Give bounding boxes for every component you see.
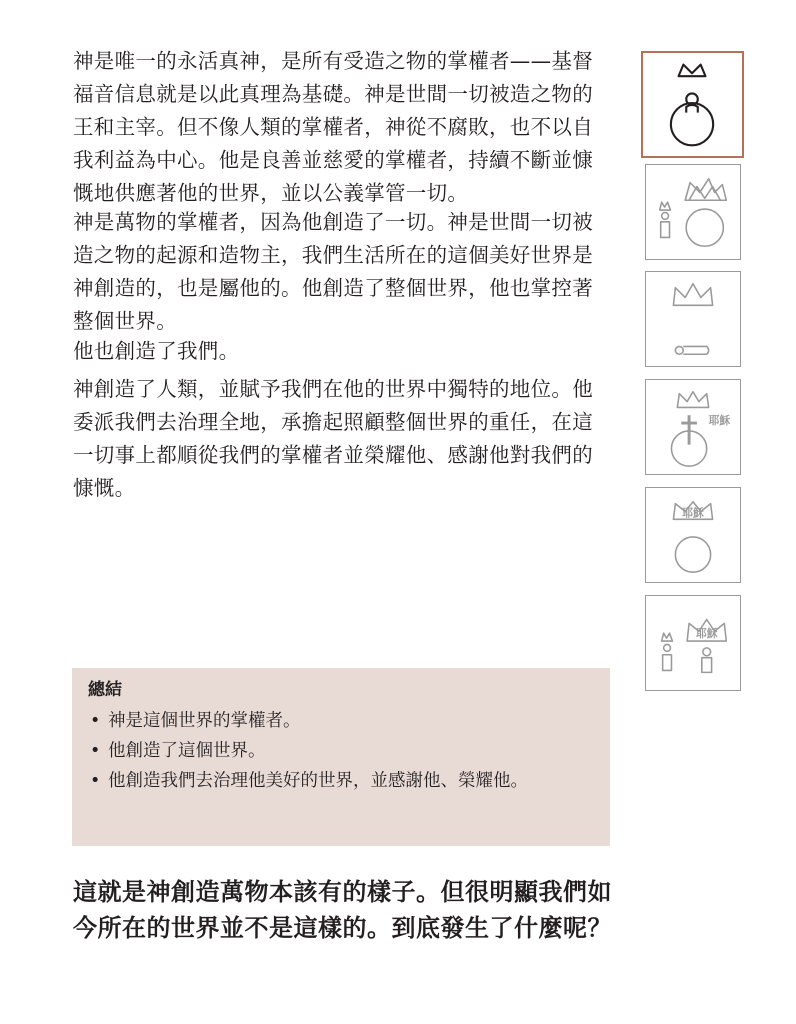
- jesus-cross-icon: [646, 380, 740, 474]
- nav-icon-god-rules[interactable]: [641, 51, 744, 158]
- jesus-label: 耶穌: [682, 506, 704, 520]
- summary-item: • 他創造我們去治理他美好的世界，並感謝他、榮耀他。: [88, 766, 592, 796]
- nav-icon-risen[interactable]: [645, 487, 741, 583]
- jesus-label: 耶穌: [695, 627, 718, 641]
- god-rules-icon: [643, 53, 742, 156]
- nav-icon-judgement[interactable]: [645, 271, 741, 367]
- judgement-icon: [646, 272, 740, 366]
- closing-question: 這就是神創造萬物本該有的樣子。但很明顯我們如今所在的世界並不是這樣的。到底發生了什麼呢？: [73, 878, 612, 942]
- summary-box: [72, 668, 610, 846]
- paragraph-created-us: 他也創造了我們。: [73, 339, 240, 363]
- new-creation-icon: [646, 596, 740, 690]
- summary-item: • 他創造了這個世界。: [88, 736, 592, 766]
- paragraph-creator: 神是萬物的掌權者，因為他創造了一切。神是世間一切被造之物的起源和造物主，我們生活所在的這個美好世界是神創造的，也是屬他的。他創造了整個世界，他也掌控著整個世界。: [73, 210, 593, 333]
- jesus-label: 耶穌: [708, 414, 731, 428]
- risen-king-icon: [646, 488, 740, 582]
- rebellion-icon: [646, 165, 740, 259]
- summary-list: [88, 706, 592, 796]
- nav-icon-jesus[interactable]: [645, 379, 741, 475]
- summary-title: 總結: [88, 680, 122, 700]
- paragraph-humanity-role: 神創造了人類，並賦予我們在他的世界中獨特的地位。他委派我們去治理全地，承擔起照顧整個世界的重任，在這一切事上都順從我們的掌權者並榮耀他、感謝他對我們的慷慨。: [73, 377, 593, 500]
- nav-icon-rebellion[interactable]: [645, 164, 741, 260]
- paragraph-sovereign-god: 神是唯一的永活真神，是所有受造之物的掌權者——基督福音信息就是以此真理為基礎。神是世間一切被造之物的王和主宰。但不像人類的掌權者，神從不腐敗，也不以自我利益為中心。他是良善並慈愛的掌權者，持續不斷並慷慨地供應著他的世界，並以公義掌管一切。: [73, 49, 593, 205]
- nav-icon-new-creation[interactable]: [645, 595, 741, 691]
- summary-item: • 神是這個世界的掌權者。: [88, 706, 592, 736]
